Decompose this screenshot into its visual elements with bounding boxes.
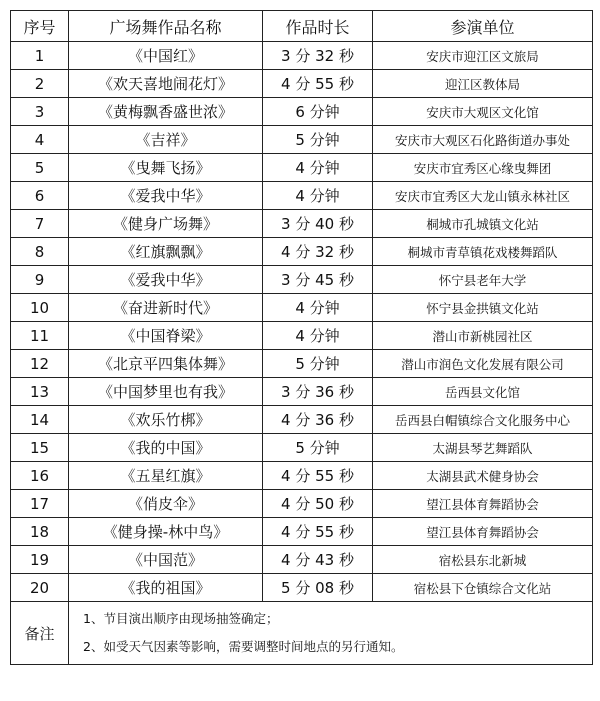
table-row <box>11 266 593 294</box>
table-row <box>11 350 593 378</box>
participating-unit: 太湖县武术健身协会 <box>373 462 593 490</box>
participating-unit: 宿松县下仓镇综合文化站 <box>373 574 593 602</box>
table-row <box>11 434 593 462</box>
duration: 4 分 43 秒 <box>263 546 373 574</box>
duration: 4 分 50 秒 <box>263 490 373 518</box>
table-row <box>11 210 593 238</box>
work-name: 《奋进新时代》 <box>69 294 263 322</box>
work-name: 《中国脊梁》 <box>69 322 263 350</box>
participating-unit: 安庆市大观区文化馆 <box>373 98 593 126</box>
participating-unit: 太湖县琴艺舞蹈队 <box>373 434 593 462</box>
header-work-name: 广场舞作品名称 <box>69 11 263 42</box>
participating-unit: 潜山市新桃园社区 <box>373 322 593 350</box>
work-name: 《俏皮伞》 <box>69 490 263 518</box>
notes-content <box>69 602 593 665</box>
participating-unit: 安庆市大观区石化路街道办事处 <box>373 126 593 154</box>
row-index: 12 <box>11 350 69 378</box>
table-row <box>11 98 593 126</box>
work-name: 《我的祖国》 <box>69 574 263 602</box>
table-row <box>11 518 593 546</box>
duration: 4 分 55 秒 <box>263 518 373 546</box>
table-row <box>11 490 593 518</box>
participating-unit: 迎江区教体局 <box>373 70 593 98</box>
participating-unit: 怀宁县老年大学 <box>373 266 593 294</box>
duration: 3 分 36 秒 <box>263 378 373 406</box>
duration: 3 分 32 秒 <box>263 42 373 70</box>
participating-unit: 安庆市宜秀区大龙山镇永林社区 <box>373 182 593 210</box>
duration: 4 分钟 <box>263 182 373 210</box>
row-index: 17 <box>11 490 69 518</box>
row-index: 13 <box>11 378 69 406</box>
work-name: 《中国红》 <box>69 42 263 70</box>
table-row <box>11 462 593 490</box>
work-name: 《欢乐竹梆》 <box>69 406 263 434</box>
work-name: 《黄梅飘香盛世浓》 <box>69 98 263 126</box>
row-index: 4 <box>11 126 69 154</box>
work-name: 《爱我中华》 <box>69 266 263 294</box>
participating-unit: 桐城市青草镇花戏楼舞蹈队 <box>373 238 593 266</box>
work-name: 《中国梦里也有我》 <box>69 378 263 406</box>
table-row <box>11 42 593 70</box>
work-name: 《五星红旗》 <box>69 462 263 490</box>
program-schedule <box>10 10 593 665</box>
row-index: 10 <box>11 294 69 322</box>
header-duration: 作品时长 <box>263 11 373 42</box>
participating-unit: 安庆市迎江区文旅局 <box>373 42 593 70</box>
work-name: 《中国范》 <box>69 546 263 574</box>
row-index: 5 <box>11 154 69 182</box>
work-name: 《欢天喜地闹花灯》 <box>69 70 263 98</box>
row-index: 16 <box>11 462 69 490</box>
row-index: 20 <box>11 574 69 602</box>
row-index: 8 <box>11 238 69 266</box>
row-index: 3 <box>11 98 69 126</box>
participating-unit: 望江县体育舞蹈协会 <box>373 490 593 518</box>
work-name: 《曳舞飞扬》 <box>69 154 263 182</box>
participating-unit: 安庆市宜秀区心缘曳舞团 <box>373 154 593 182</box>
participating-unit: 潜山市润色文化发展有限公司 <box>373 350 593 378</box>
duration: 4 分 55 秒 <box>263 70 373 98</box>
duration: 5 分钟 <box>263 434 373 462</box>
row-index: 19 <box>11 546 69 574</box>
work-name: 《红旗飘飘》 <box>69 238 263 266</box>
table-row <box>11 126 593 154</box>
work-name: 《吉祥》 <box>69 126 263 154</box>
table-row <box>11 294 593 322</box>
table-row <box>11 238 593 266</box>
participating-unit: 桐城市孔城镇文化站 <box>373 210 593 238</box>
duration: 5 分 08 秒 <box>263 574 373 602</box>
header-participating-unit: 参演单位 <box>373 11 593 42</box>
participating-unit: 怀宁县金拱镇文化站 <box>373 294 593 322</box>
row-index: 7 <box>11 210 69 238</box>
note-line: 1、节目演出顺序由现场抽签确定； <box>83 611 279 626</box>
performance-table <box>10 10 593 665</box>
table-row <box>11 406 593 434</box>
table-row <box>11 378 593 406</box>
table-row <box>11 322 593 350</box>
row-index: 14 <box>11 406 69 434</box>
row-index: 11 <box>11 322 69 350</box>
duration: 3 分 45 秒 <box>263 266 373 294</box>
row-index: 1 <box>11 42 69 70</box>
work-name: 《北京平四集体舞》 <box>69 350 263 378</box>
participating-unit: 望江县体育舞蹈协会 <box>373 518 593 546</box>
table-row <box>11 574 593 602</box>
duration: 5 分钟 <box>263 350 373 378</box>
notes-row <box>11 602 593 665</box>
work-name: 《健身操-林中鸟》 <box>69 518 263 546</box>
row-index: 18 <box>11 518 69 546</box>
table-row <box>11 546 593 574</box>
work-name: 《健身广场舞》 <box>69 210 263 238</box>
duration: 6 分钟 <box>263 98 373 126</box>
duration: 3 分 40 秒 <box>263 210 373 238</box>
work-name: 《爱我中华》 <box>69 182 263 210</box>
duration: 4 分钟 <box>263 322 373 350</box>
participating-unit: 宿松县东北新城 <box>373 546 593 574</box>
participating-unit: 岳西县白帽镇综合文化服务中心 <box>373 406 593 434</box>
duration: 4 分 32 秒 <box>263 238 373 266</box>
duration: 4 分 36 秒 <box>263 406 373 434</box>
row-index: 9 <box>11 266 69 294</box>
duration: 4 分 55 秒 <box>263 462 373 490</box>
table-row <box>11 70 593 98</box>
note-line: 2、如受天气因素等影响，需要调整时间地点的另行通知。 <box>83 639 404 654</box>
row-index: 15 <box>11 434 69 462</box>
duration: 4 分钟 <box>263 294 373 322</box>
notes-label: 备注 <box>11 602 69 665</box>
duration: 5 分钟 <box>263 126 373 154</box>
header-index: 序号 <box>11 11 69 42</box>
row-index: 2 <box>11 70 69 98</box>
participating-unit: 岳西县文化馆 <box>373 378 593 406</box>
header-row <box>11 11 593 42</box>
table-row <box>11 154 593 182</box>
row-index: 6 <box>11 182 69 210</box>
work-name: 《我的中国》 <box>69 434 263 462</box>
duration: 4 分钟 <box>263 154 373 182</box>
table-row <box>11 182 593 210</box>
